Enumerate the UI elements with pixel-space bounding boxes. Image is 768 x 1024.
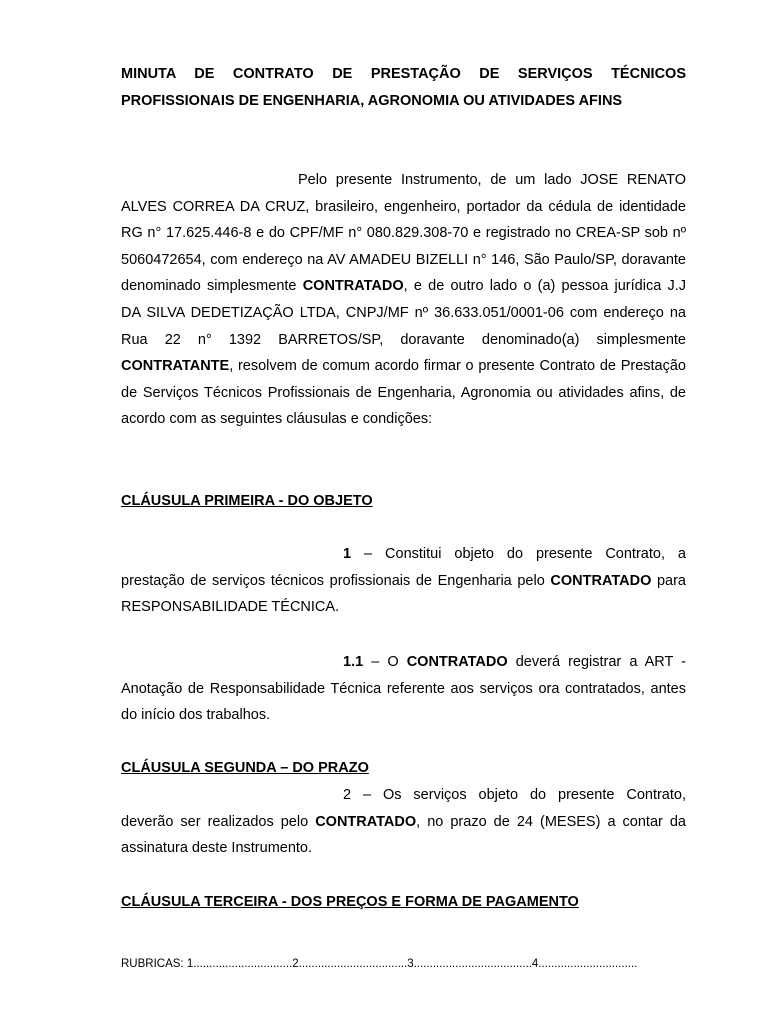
clausula-segunda-heading: CLÁUSULA SEGUNDA – DO PRAZO bbox=[121, 760, 369, 776]
title-line-2: PROFISSIONAIS DE ENGENHARIA, AGRONOMIA OU ATIVIDADES AFINS bbox=[121, 93, 623, 109]
item-1-1-number: 1.1 bbox=[343, 654, 364, 670]
title-line-1: MINUTA DE CONTRATO DE PRESTAÇÃO DE SERVIÇOS TÉCNICOS bbox=[121, 66, 686, 82]
item-1-contratado: CONTRATADO bbox=[550, 572, 652, 589]
item-1-1-text-2: deverá registrar a ART - Anotação de Responsabilidade Técnica referente aos serviços ora contratados, antes do início dos trabalhos. bbox=[121, 654, 686, 724]
document-title bbox=[121, 61, 686, 115]
intro-contratante: CONTRATANTE bbox=[121, 358, 230, 375]
item-1-1-contratado: CONTRATADO bbox=[406, 654, 508, 670]
contract-page bbox=[121, 0, 686, 1024]
clausula-segunda-item-2 bbox=[121, 782, 686, 862]
item-2-contratado: CONTRATADO bbox=[315, 813, 417, 830]
intro-text-3: , resolvem de comum acordo firmar o presente Contrato de Prestação de Serviços Técnicos Profissionais de Engenharia, Agronomia ou atividades afins, de acordo com as seguintes cláusulas e condições: bbox=[121, 358, 686, 428]
clausula-primeira-item-1 bbox=[121, 541, 686, 621]
item-2-text-2: , no prazo de 24 (MESES) a contar da assinatura deste Instrumento. bbox=[121, 813, 686, 857]
item-1-number: 1 bbox=[343, 546, 352, 562]
clausula-terceira-heading: CLÁUSULA TERCEIRA - DOS PREÇOS E FORMA DE PAGAMENTO bbox=[121, 894, 579, 910]
item-1-text-1: – Constitui objeto do presente Contrato, a prestação de serviços técnicos profissionais de Engenharia pelo bbox=[121, 546, 686, 589]
intro-paragraph bbox=[121, 167, 686, 433]
rubricas-footer: RUBRICAS: 1...............................2..................................3.....................................4............................... bbox=[121, 958, 638, 970]
clausula-primeira-item-1-1 bbox=[121, 649, 686, 729]
clausula-primeira-heading: CLÁUSULA PRIMEIRA - DO OBJETO bbox=[121, 493, 373, 509]
intro-text-2: , e de outro lado o (a) pessoa jurídica J.J DA SILVA DEDETIZAÇÃO LTDA, CNPJ/MF nº 36.633.051/0001-06 com endereço na Rua 22 n° 1392 BARRETOS/SP, doravante denominado(a) simplesmente bbox=[121, 278, 686, 348]
item-1-1-text-1: – O bbox=[363, 654, 407, 670]
intro-contratado: CONTRATADO bbox=[302, 278, 404, 295]
item-1-text-2: para RESPONSABILIDADE TÉCNICA. bbox=[121, 572, 686, 616]
item-2-text-1: 2 – Os serviços objeto do presente Contrato, deverão ser realizados pelo bbox=[121, 787, 686, 830]
intro-text-1: Pelo presente Instrumento, de um lado JOSE RENATO ALVES CORREA DA CRUZ, brasileiro, engenheiro, portador da cédula de identidade RG n° 17.625.446-8 e do CPF/MF n° 080.829.308-70 e registrado no CREA-SP sob nº 5060472654, com endereço na AV AMADEU BIZELLI n° 146, São Paulo/SP, doravante denominado simplesmente bbox=[121, 172, 686, 295]
